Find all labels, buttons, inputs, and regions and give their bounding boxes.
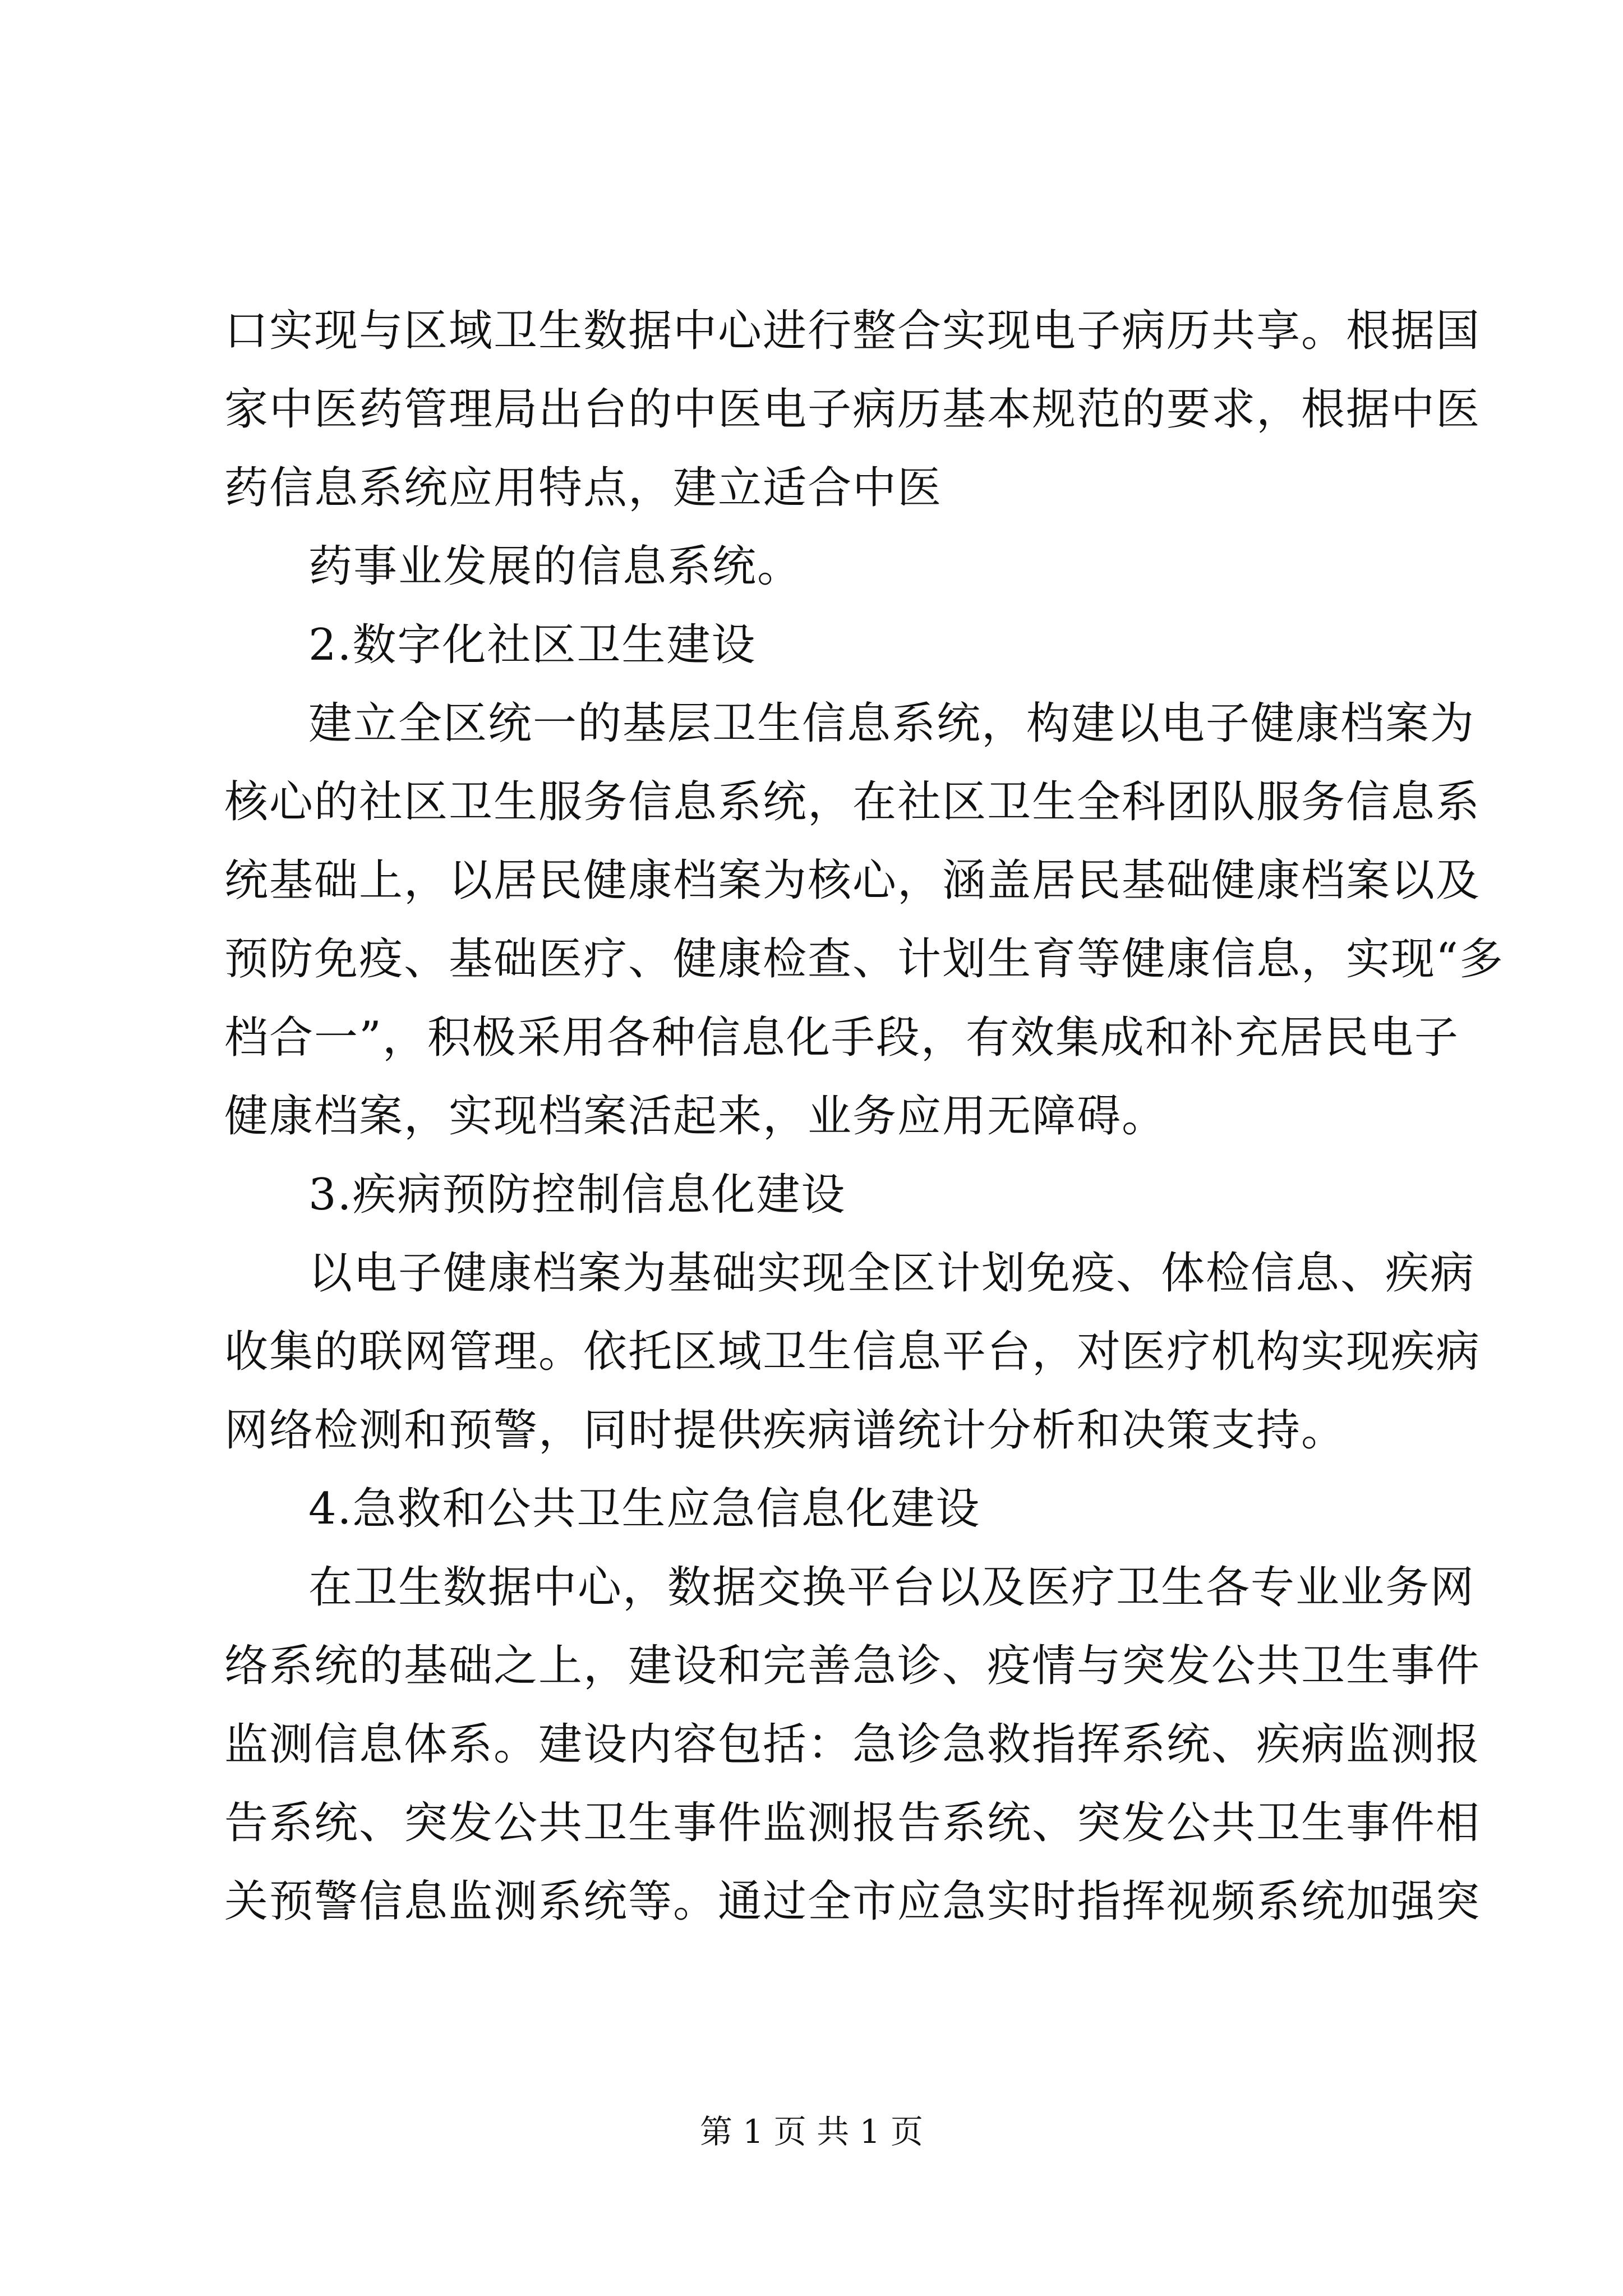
text-line: 药事业发展的信息系统。	[308, 541, 803, 592]
text-line: 药信息系统应用特点，建立适合中医	[224, 463, 943, 513]
text-line: 预防免疫、基础医疗、健康检查、计划生育等健康信息，实现“多	[224, 934, 1504, 984]
text-line: 在卫生数据中心，数据交换平台以及医疗卫生各专业业务网	[308, 1562, 1476, 1613]
text-line: 健康档案，实现档案活起来，业务应用无障碍。	[224, 1091, 1167, 1142]
text-line: 网络检测和预警，同时提供疾病谱统计分析和决策支持。	[224, 1405, 1347, 1456]
text-line: 以电子健康档案为基础实现全区计划免疫、体检信息、疾病	[308, 1248, 1476, 1299]
page-number-label: 第 1 页 共 1 页	[700, 2113, 923, 2151]
section-heading: 3.疾病预防控制信息化建设	[308, 1170, 846, 1220]
text-line: 统基础上，以居民健康档案为核心，涵盖居民基础健康档案以及	[224, 855, 1481, 906]
section-heading: 2.数字化社区卫生建设	[308, 620, 757, 670]
text-line: 络系统的基础之上，建设和完善急诊、疫情与突发公共卫生事件	[224, 1641, 1481, 1691]
text-line: 告系统、突发公共卫生事件监测报告系统、突发公共卫生事件相	[224, 1798, 1481, 1848]
text-line: 建立全区统一的基层卫生信息系统，构建以电子健康档案为	[308, 698, 1476, 749]
section-heading: 4.急救和公共卫生应急信息化建设	[308, 1484, 981, 1534]
text-line: 关预警信息监测系统等。通过全市应急实时指挥视频系统加强突	[224, 1876, 1481, 1927]
text-line: 档合一”，积极采用各种信息化手段，有效集成和补充居民电子	[224, 1013, 1459, 1063]
text-line: 家中医药管理局出台的中医电子病历基本规范的要求，根据中医	[224, 384, 1481, 435]
text-line: 监测信息体系。建设内容包括：急诊急救指挥系统、疾病监测报	[224, 1719, 1481, 1770]
text-line: 收集的联网管理。依托区域卫生信息平台，对医疗机构实现疾病	[224, 1327, 1481, 1377]
text-line: 口实现与区域卫生数据中心进行整合实现电子病历共享。根据国	[224, 306, 1481, 356]
page-footer	[0, 2109, 1623, 2154]
text-line: 核心的社区卫生服务信息系统，在社区卫生全科团队服务信息系	[224, 777, 1481, 827]
